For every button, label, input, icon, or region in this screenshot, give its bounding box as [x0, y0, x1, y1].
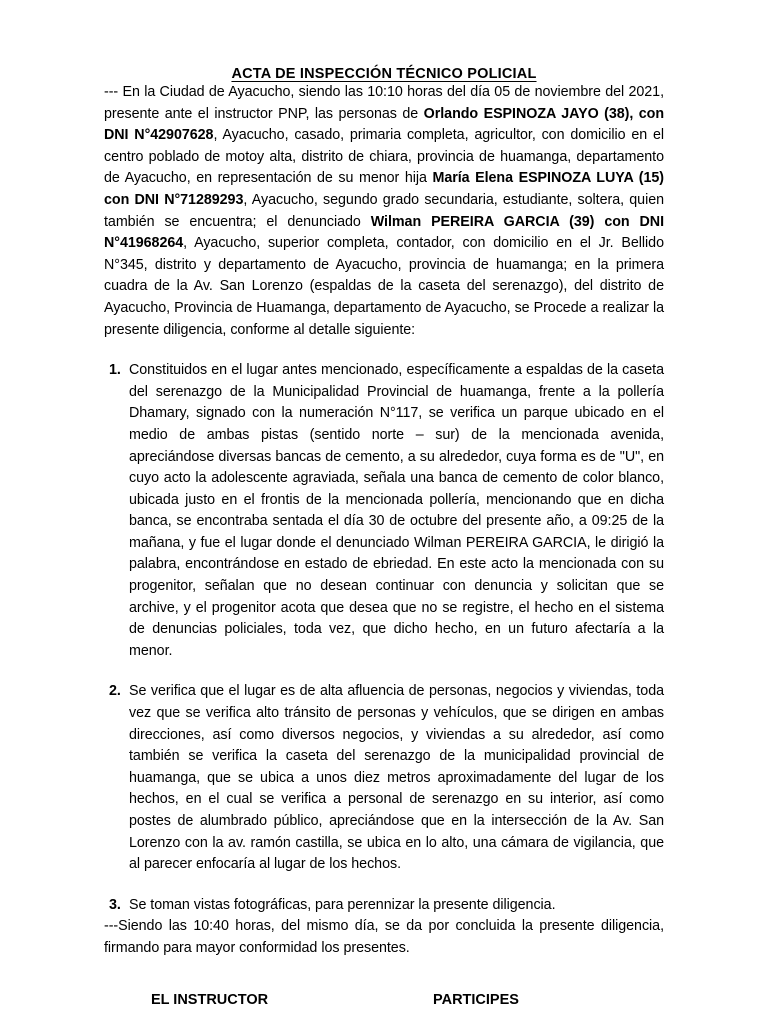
page-title [0, 0, 768, 82]
list-item-marker: 2. [109, 683, 121, 700]
page-title-text: ACTA DE INSPECCIÓN TÉCNICO POLICIAL [231, 66, 537, 82]
signature-label-participes: PARTICIPES [433, 991, 519, 1008]
list-item-text: Constituidos en el lugar antes mencionado, específicamente a espaldas de la caseta del serenazgo de la Municipalidad Provincial de huamanga, frente a la pollería Dhamary, signado con la numeración N°117, se verifica un parque ubicado en el medio de ambas pistas (sentido norte – sur) de la mencionada avenida, apreciándose diversas bancas de cemento, a su alrededor, cuya forma es de "U", en cuyo acto la adolescente agraviada, señala una banca de cemento de color blanco, ubicada justo en el frontis de la mencionada pollería, mencionando que en dicha banca, se encontraba sentada el día 30 de octubre del presente año, a 09:25 de la mañana, y fue el lugar donde el denunciado Wilman PEREIRA GARCIA, le dirigió la palabra, encontrándose en estado de ebriedad. En este acto la mencionada con su progenitor, señalan que no desean continuar con denuncia y solicitan que se archive, y el progenitor acota que desea que no se registre, el hecho en el sistema de denuncias policiales, toda vez, que dicho hecho, en un futuro afectaría a la menor. [129, 362, 664, 659]
intro-bold-person-3: Wilman PEREIRA GARCIA (39) con DNI N°41968264 [104, 213, 664, 252]
intro-segment-4: , Ayacucho, superior completa, contador, con domicilio en el Jr. Bellido N°345, distrito y departamento de Ayacucho, provincia de huamanga; en la primera cuadra de la Av. San Lorenzo (espaldas de la caseta del serenazgo), del distrito de Ayacucho, Provincia de Huamanga, departamento de Ayacucho, se Procede a realizar la presente diligencia, conforme al detalle siguiente: [104, 235, 664, 338]
intro-segment-1: --- En la Ciudad de Ayacucho, siendo las 10:10 horas del día 05 de noviembre del 2021, presente ante el instructor PNP, las personas de [104, 84, 664, 122]
list-item-marker: 1. [109, 362, 121, 379]
numbered-items-list [104, 360, 664, 916]
list-item [104, 895, 664, 917]
document-body [104, 82, 664, 960]
list-item-text: Se toman vistas fotográficas, para perennizar la presente diligencia. [129, 896, 556, 913]
intro-paragraph [104, 82, 664, 341]
list-item [104, 360, 664, 662]
intro-segment-2: , Ayacucho, casado, primaria completa, agricultor, con domicilio en el centro poblado de motoy alta, distrito de chiara, provincia de huamanga, departamento de Ayacucho, en representación de su menor hija [104, 127, 664, 187]
intro-bold-person-1: Orlando ESPINOZA JAYO (38), con DNI N°42907628 [104, 105, 664, 144]
list-item [104, 681, 664, 875]
signature-label-instructor: EL INSTRUCTOR [151, 991, 269, 1008]
list-item-marker: 3. [109, 896, 121, 913]
signature-row [104, 992, 664, 1008]
closing-paragraph: ---Siendo las 10:40 horas, del mismo día, se da por concluida la presente diligencia, firmando para mayor conformidad los presentes. [104, 918, 664, 956]
intro-bold-person-2: María Elena ESPINOZA LUYA (15) con DNI N°71289293 [104, 170, 664, 208]
list-item-text: Se verifica que el lugar es de alta afluencia de personas, negocios y viviendas, toda vez que se verifica alto tránsito de personas y vehículos, que se dirigen en ambas direcciones, así como diversos negocios, y viviendas a su alrededor, así como también se verifica la caseta del serenazgo de la municipalidad provincial de huamanga, que se ubica a unos diez metros aproximadamente del lugar de los hechos, en el cual se verifica a personal de serenazgo en su interior, así como postes de alumbrado público, apreciándose que en la intersección de la Av. San Lorenzo con la av. ramón castilla, se ubica en lo alto, una cámara de vigilancia, que al parecer enfocaría al lugar de los hechos. [129, 683, 664, 873]
intro-segment-3: , Ayacucho, segundo grado secundaria, estudiante, soltera, quien también se encuentra; el denunciado [104, 191, 665, 230]
